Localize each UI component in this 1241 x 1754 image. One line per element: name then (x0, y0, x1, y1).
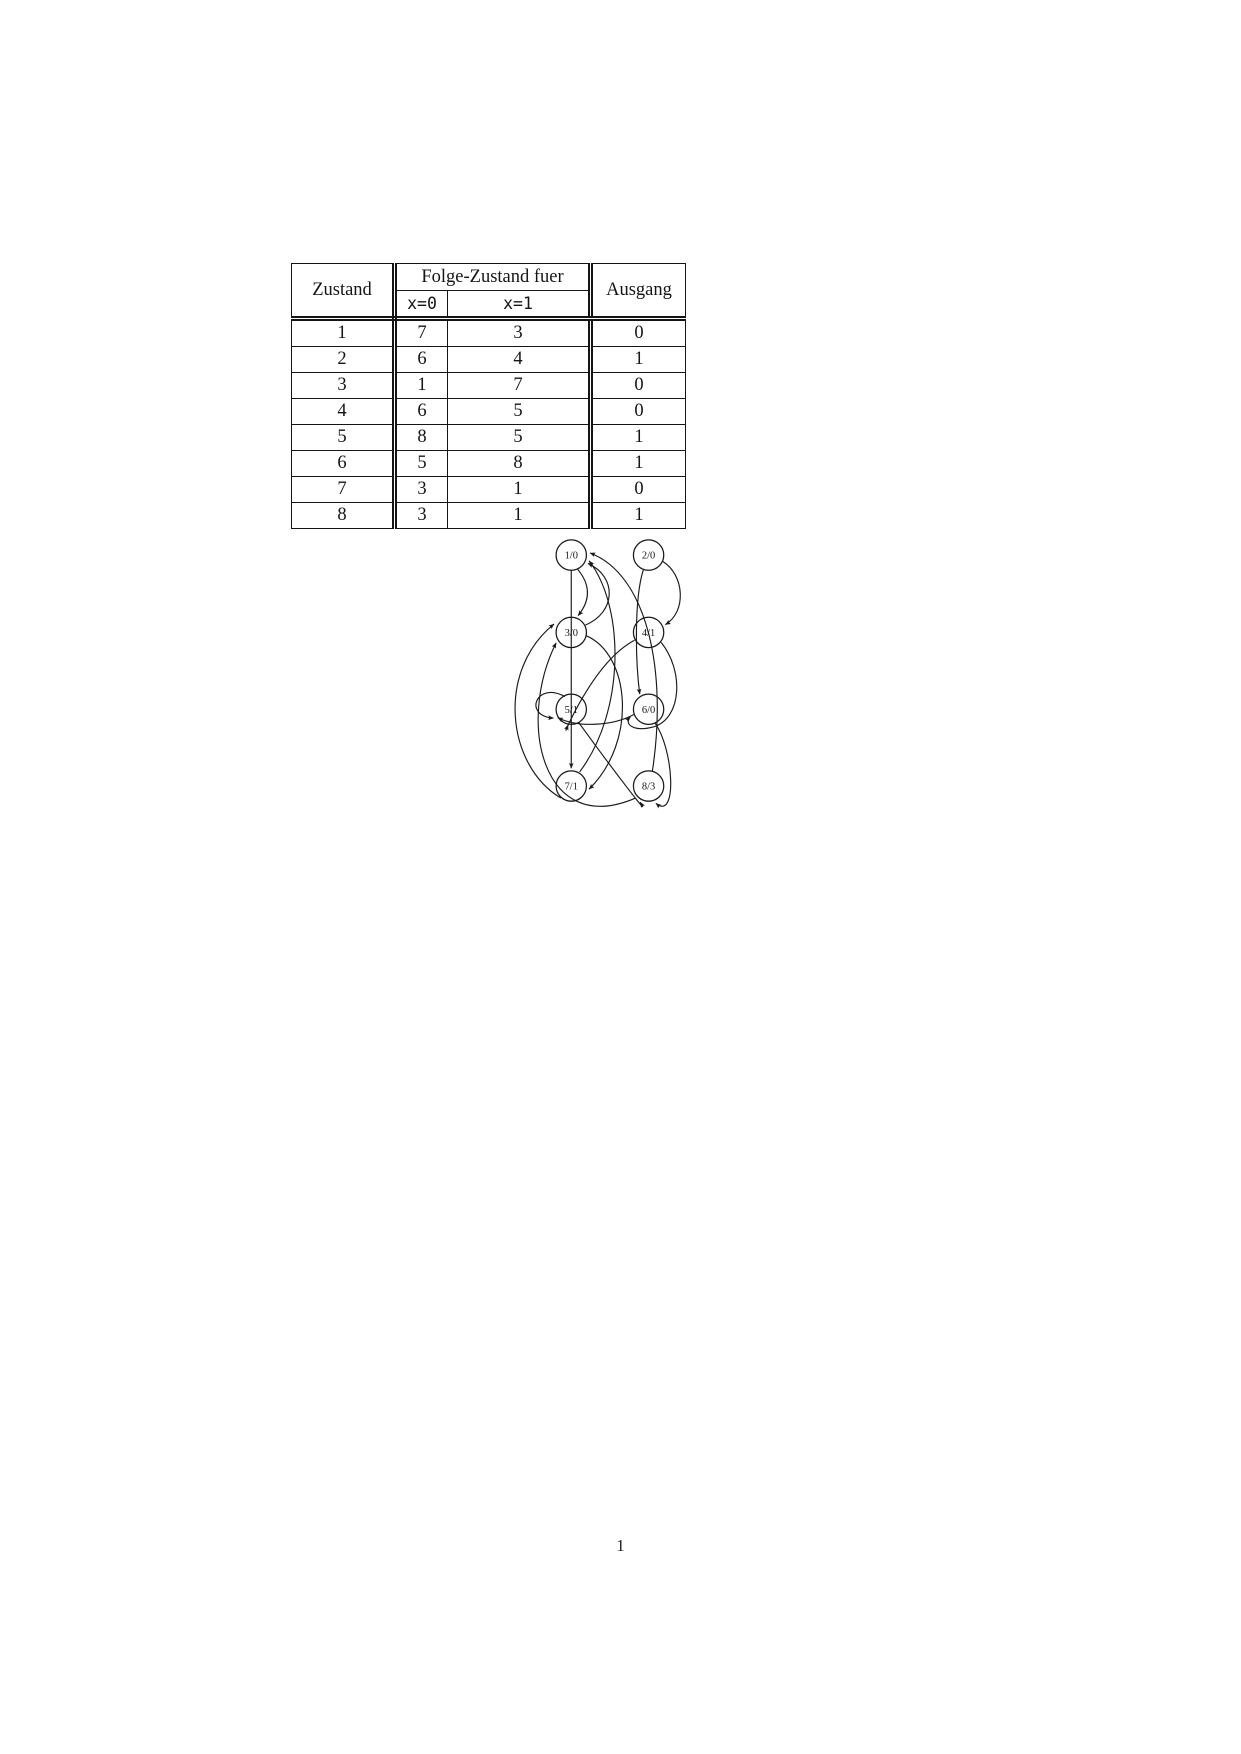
cell-out: 1 (591, 425, 686, 451)
cell-x0: 3 (395, 503, 448, 529)
state-node-1 (556, 540, 586, 570)
state-node-2 (633, 540, 663, 570)
page-number: 1 (616, 1536, 625, 1555)
table-row (292, 477, 686, 503)
edge-5-to-8 (579, 722, 643, 806)
cell-state: 2 (292, 347, 395, 373)
table-row (292, 373, 686, 399)
state-label-8: 8/3 (641, 781, 656, 793)
cell-out: 0 (591, 477, 686, 503)
edge-3-to-7 (586, 636, 623, 790)
cell-state: 6 (292, 451, 395, 477)
table-row (292, 347, 686, 373)
cell-state: 7 (292, 477, 395, 503)
table-row (292, 319, 686, 347)
cell-out: 0 (591, 373, 686, 399)
cell-out: 0 (591, 319, 686, 347)
state-transition-table (291, 263, 686, 529)
cell-state: 1 (292, 319, 395, 347)
cell-x1: 8 (448, 451, 591, 477)
cell-state: 8 (292, 503, 395, 529)
edge-5-to-5-selfloop (536, 692, 565, 718)
cell-x0: 1 (395, 373, 448, 399)
cell-x0: 5 (395, 451, 448, 477)
state-label-4: 4/1 (641, 628, 656, 640)
state-node-6 (633, 694, 663, 724)
state-node-8 (633, 771, 663, 801)
header-folge-zustand: Folge-Zustand fuer (395, 264, 591, 291)
cell-state: 3 (292, 373, 395, 399)
header-zustand: Zustand (292, 264, 395, 319)
cell-out: 1 (591, 451, 686, 477)
edge-8-to-1 (590, 550, 657, 772)
cell-out: 0 (591, 399, 686, 425)
cell-out: 1 (591, 347, 686, 373)
state-node-4 (633, 617, 663, 647)
table-row (292, 451, 686, 477)
table-header-row (292, 264, 686, 291)
state-label-1: 1/0 (564, 550, 578, 562)
cell-x1: 3 (448, 319, 591, 347)
cell-state: 5 (292, 425, 395, 451)
edge-6-to-8 (655, 723, 671, 806)
cell-x1: 5 (448, 399, 591, 425)
cell-x1: 5 (448, 425, 591, 451)
edge-4-to-5 (566, 640, 635, 730)
cell-x0: 3 (395, 477, 448, 503)
state-label-2: 2/0 (641, 550, 656, 562)
state-label-5: 5/1 (564, 704, 578, 716)
cell-out: 1 (591, 503, 686, 529)
cell-state: 4 (292, 399, 395, 425)
state-diagram (370, 530, 830, 1110)
cell-x1: 1 (448, 477, 591, 503)
cell-x1: 1 (448, 503, 591, 529)
state-node-7 (556, 771, 586, 801)
cell-x0: 8 (395, 425, 448, 451)
cell-x0: 7 (395, 319, 448, 347)
table-row (292, 425, 686, 451)
state-label-6: 6/0 (641, 704, 656, 716)
state-label-3: 3/0 (564, 628, 578, 640)
header-ausgang: Ausgang (591, 264, 686, 319)
state-label-7: 7/1 (564, 781, 578, 793)
table-row (292, 503, 686, 529)
edge-1-to-3 (578, 569, 588, 616)
cell-x0: 6 (395, 347, 448, 373)
edge-2-to-4 (663, 561, 681, 624)
cell-x1: 7 (448, 373, 591, 399)
subheader-x0: x=0 (395, 291, 448, 319)
cell-x1: 4 (448, 347, 591, 373)
table-row (292, 399, 686, 425)
cell-x0: 6 (395, 399, 448, 425)
subheader-x1: x=1 (448, 291, 591, 319)
